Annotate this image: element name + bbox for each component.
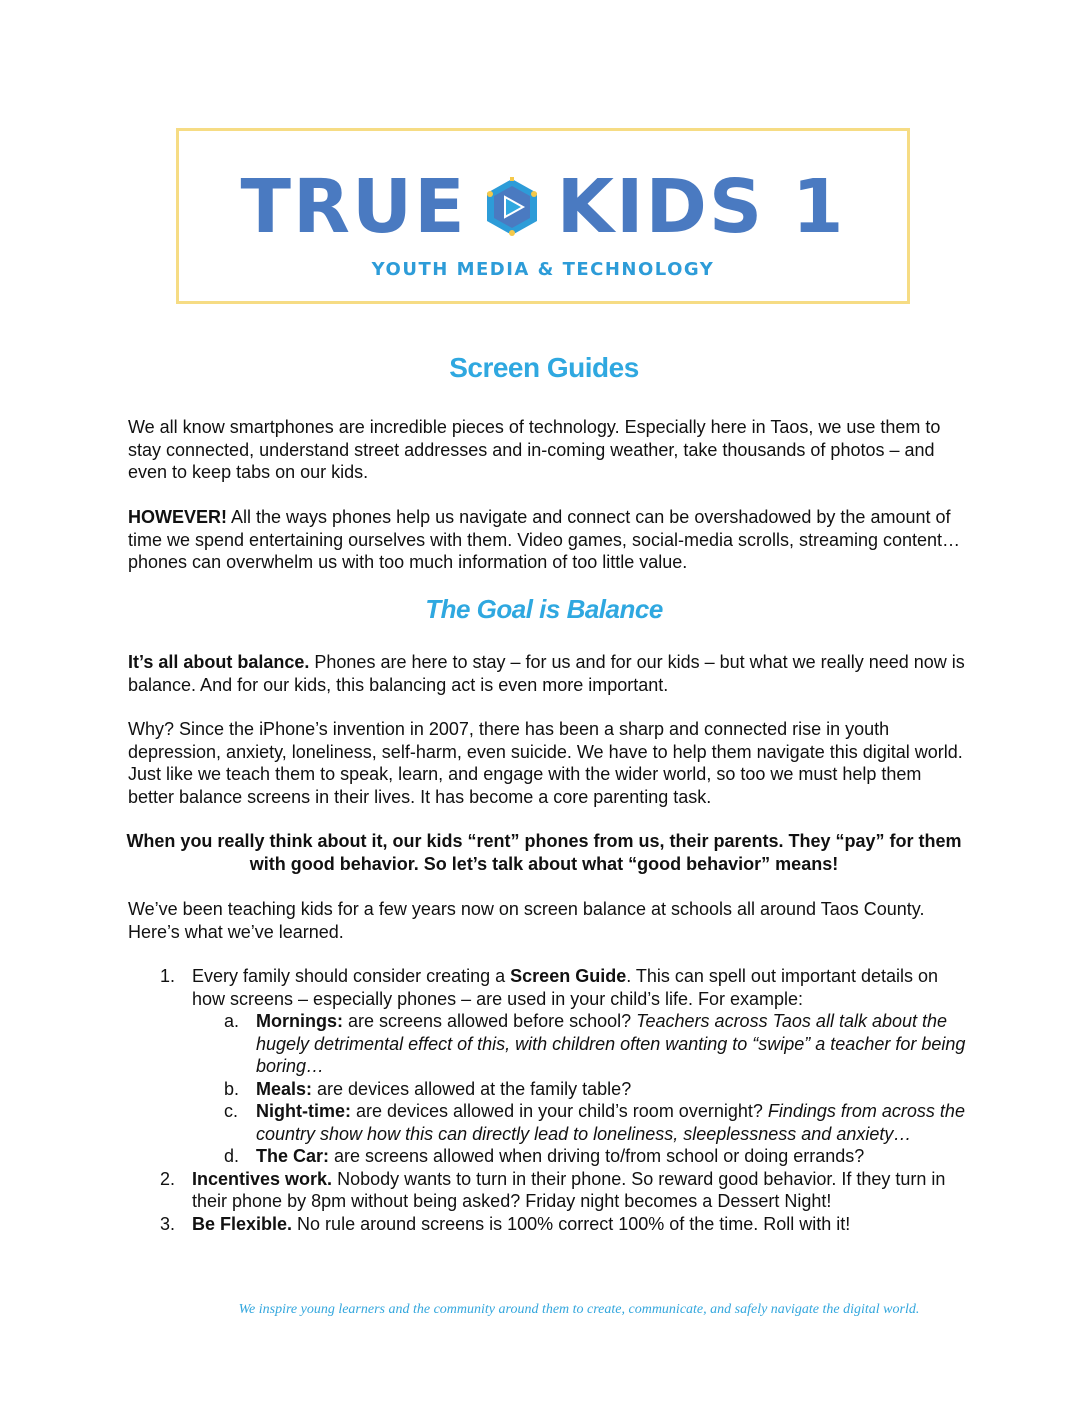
list-item-text: . This can spell out important details on how screens – especially phones – are used in your child’s life. For example:: [192, 966, 939, 1009]
sub-list-letter: c.: [224, 1101, 239, 1121]
cube-play-icon: [481, 176, 543, 238]
list-number: 2.: [160, 1168, 176, 1189]
logo-banner: [176, 128, 910, 304]
sub-item-label: Night-time:: [256, 1101, 351, 1121]
sub-item-label: Meals:: [256, 1078, 313, 1099]
logo-wordmark: [179, 164, 907, 250]
however-text: All the ways phones help us navigate and connect can be overshadowed by the amount of time we spend entertaining ourselves with them. Video games, social-media scrolls, streaming content… phones can overwhelm us with too much information of too little value.: [128, 507, 961, 572]
sub-item-text: are screens allowed when driving to/from school or doing errands?: [329, 1146, 865, 1166]
screen-guide-term: Screen Guide: [510, 966, 627, 986]
list-item: [128, 1168, 968, 1213]
list-number: 1.: [160, 966, 176, 986]
sub-item-text: are devices allowed at the family table?: [312, 1078, 632, 1099]
sub-list-item: [192, 1010, 968, 1078]
sub-item-text: are screens allowed before school?: [343, 1011, 637, 1031]
learned-paragraph: We’ve been teaching kids for a few years now on screen balance at schools all around Taos County. Here’s what we’ve learned.: [128, 899, 925, 942]
list-item-text: Nobody wants to turn in their phone. So reward good behavior. If they turn in their phone by 8pm without being asked? Friday night becomes a Dessert Night!: [192, 1168, 946, 1211]
sub-item-label: The Car:: [256, 1146, 330, 1166]
however-paragraph: [128, 506, 968, 574]
sub-item-label: Mornings:: [256, 1011, 343, 1031]
logo-tagline: YOUTH MEDIA & TECHNOLOGY: [371, 259, 715, 280]
sub-item-note: Teachers across Taos all talk about the hugely detrimental effect of this, with children often wanting to “swipe” a teacher for being boring…: [256, 1011, 966, 1076]
section-heading-goal: The Goal is Balance: [425, 594, 663, 624]
list-item: [128, 965, 968, 1168]
sub-item-text: are devices allowed in your child’s room overnight?: [350, 1101, 768, 1121]
list-number: 3.: [160, 1213, 176, 1234]
however-label: HOWEVER!: [128, 507, 227, 527]
list-item: [128, 1213, 968, 1236]
sub-item-note: Findings from across the country show how this can directly lead to loneliness, sleeplessness and anxiety…: [256, 1101, 965, 1144]
intro-paragraph: We all know smartphones are incredible pieces of technology. Especially here in Taos, we use them to stay connected, understand street addresses and in-coming weather, take thousands of photos – and even to keep tabs on our kids.: [128, 417, 941, 482]
sub-list-item: [192, 1100, 968, 1145]
sub-list-letter: b.: [224, 1078, 240, 1099]
list-item-text: Every family should consider creating a: [192, 966, 511, 986]
sub-list-letter: a.: [224, 1011, 240, 1031]
sub-list-item: [192, 1145, 968, 1168]
why-paragraph: Why? Since the iPhone’s invention in 2007, there has been a sharp and connected rise in youth depression, anxiety, loneliness, self-harm, even suicide. We have to help them navigate this digital world. Just like we teach them to speak, learn, and engage with the wider world, so too we must help them better balance screens in their lives. It has become a core parenting task.: [128, 719, 963, 807]
footer-mission: [0, 1302, 1088, 1318]
footer-text: We inspire young learners and the community around them to create, communicate, and safely navigate the digital world.: [238, 1302, 920, 1317]
balance-paragraph: [128, 651, 968, 696]
logo-word-kids: KIDS 1: [556, 164, 846, 250]
sub-list-item: [192, 1078, 968, 1101]
logo-word-true: TRUE: [240, 164, 467, 250]
balance-label: It’s all about balance.: [128, 652, 310, 672]
sub-list-letter: d.: [224, 1146, 240, 1166]
balance-text: Phones are here to stay – for us and for our kids – but what we really need now is balance. And for our kids, this balancing act is even more important.: [128, 652, 965, 695]
list-item-text: No rule around screens is 100% correct 100% of the time. Roll with it!: [292, 1213, 851, 1234]
list-item-label: Incentives work.: [192, 1168, 333, 1189]
tips-list: [128, 965, 968, 1235]
list-item-label: Be Flexible.: [192, 1213, 293, 1234]
page-title: Screen Guides: [449, 352, 639, 383]
callout-statement: When you really think about it, our kids “rent” phones from us, their parents. They “pay” for them with good behavior. So let’s talk about what “good behavior” means!: [126, 831, 962, 874]
sub-list: [192, 1010, 968, 1168]
